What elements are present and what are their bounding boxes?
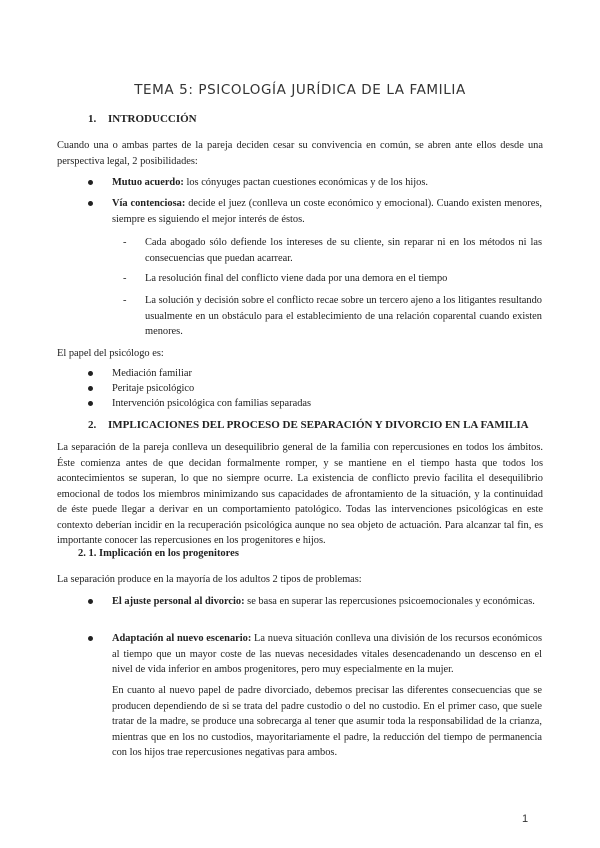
bullet-dot-icon [88, 636, 93, 641]
dash-item [123, 235, 542, 266]
bullet-dot-icon [88, 371, 93, 376]
bullet-text: los cónyuges pactan cuestiones económicas y de los hijos. [183, 177, 428, 188]
section-title: IMPLICACIONES DEL PROCESO DE SEPARACIÓN Y DIVORCIO EN LA FAMILIA [108, 419, 529, 431]
section-heading-implicaciones [88, 419, 529, 431]
role-intro: El papel del psicólogo es: [57, 348, 164, 359]
bullet-term: Mutuo acuerdo: [112, 177, 184, 188]
document-title: TEMA 5: PSICOLOGÍA JURÍDICA DE LA FAMILIA [134, 82, 466, 98]
bullet-ajuste-personal [112, 594, 542, 610]
subsection-heading: 2. 1. Implicación en los progenitores [78, 548, 239, 559]
bullet-dot-icon [88, 201, 93, 206]
list-item-role [112, 366, 542, 382]
role-text: Peritaje psicológico [112, 383, 195, 394]
bullet-text: se basa en superar las repercusiones psicoemocionales y económicas. [244, 596, 535, 607]
bullet-term: El ajuste personal al divorcio: [112, 596, 245, 607]
list-item-role [112, 381, 542, 397]
page-number: 1 [522, 813, 529, 825]
dash-text: La solución y decisión sobre el conflicto recae sobre un tercero ajeno a los litigantes resultando usualmente en un obstáculo para el establecimiento de una relación coparental cuando existen menores. [145, 295, 542, 337]
role-text: Mediación familiar [112, 368, 192, 379]
bullet-term: Adaptación al nuevo escenario: [112, 633, 252, 644]
bullet-via-contenciosa [112, 196, 542, 227]
role-text: Intervención psicológica con familias separadas [112, 398, 312, 409]
section-number: 2. [88, 419, 97, 431]
section-title: INTRODUCCIÓN [108, 113, 197, 125]
intro-paragraph: Cuando una o ambas partes de la pareja deciden cesar su convivencia en común, se abren ante ellos desde una perspectiva legal, 2 posibilidades: [57, 140, 543, 167]
bullet-text: decide el juez (conlleva un coste económico y emocional). Cuando existen menores, siempre es siguiendo el mejor interés de éstos. [112, 198, 543, 225]
section2-paragraph: La separación de la pareja conlleva un desequilibrio general de la familia con repercusiones en todos los ámbitos. Éste comienza antes de que decidan formalmente romper, y se mantiene en el tiempo hasta que todos los acontecimientos se superan, lo que no siempre ocurre. La existencia de conflicto previo facilita el desequilibrio emocional de todos los miembros minimizando sus capacidades de afrontamiento de la situación, y la continuidad de éste puede llegar a derivar en un comportamiento patológico. Todas las intervenciones psicológicas en este contexto deberían incidir en la recuperación psicológica aunque no sea objeto de actuación. Para alcanzar tal fin, es importante conocer las repercusiones en los progenitores e hijos. [57, 442, 543, 546]
dash-item [123, 271, 542, 287]
bullet-dot-icon [88, 180, 93, 185]
list-item-role [112, 396, 542, 412]
dash-mark: - [123, 273, 127, 284]
bullet-dot-icon [88, 401, 93, 406]
bullet-dot-icon [88, 386, 93, 391]
section-number: 1. [88, 113, 97, 125]
bullet-term: Vía contenciosa: [112, 198, 186, 209]
dash-item [123, 293, 542, 340]
section-heading-introduccion [88, 113, 197, 125]
dash-mark: - [123, 237, 127, 248]
bullet-dot-icon [88, 599, 93, 604]
bullet-adaptacion [112, 631, 542, 678]
dash-text: Cada abogado sólo defiende los intereses de su cliente, sin reparar ni en los métodos ni las consecuencias que puedan acarrear. [145, 237, 542, 264]
bullet-text: La nueva situación conlleva una división de los recursos económicos al tiempo que un mayor coste de las nuevas necesidades vitales desencadenando un descenso en el nivel de vida inferior en ambos progenitores, pero muy especialmente en la mujer. [112, 633, 542, 675]
bullet-mutuo-acuerdo [112, 175, 542, 191]
followup-paragraph: En cuanto al nuevo papel de padre divorciado, debemos precisar las diferentes consecuencias que se producen dependiendo de si se trata del padre custodio o del no custodio. En el primer caso, que suele tratar de la madre, se produce una sobrecarga al tener que asumir toda la responsabilidad de la crianza, mientras que en los no custodios, mayoritariamente el padre, la reducción del tiempo de permanencia con los hijos trae repercusiones negativas para ambos. [112, 685, 542, 758]
dash-mark: - [123, 295, 127, 306]
dash-text: La resolución final del conflicto viene dada por una demora en el tiempo [145, 273, 448, 284]
subsection-intro: La separación produce en la mayoría de los adultos 2 tipos de problemas: [57, 574, 362, 585]
